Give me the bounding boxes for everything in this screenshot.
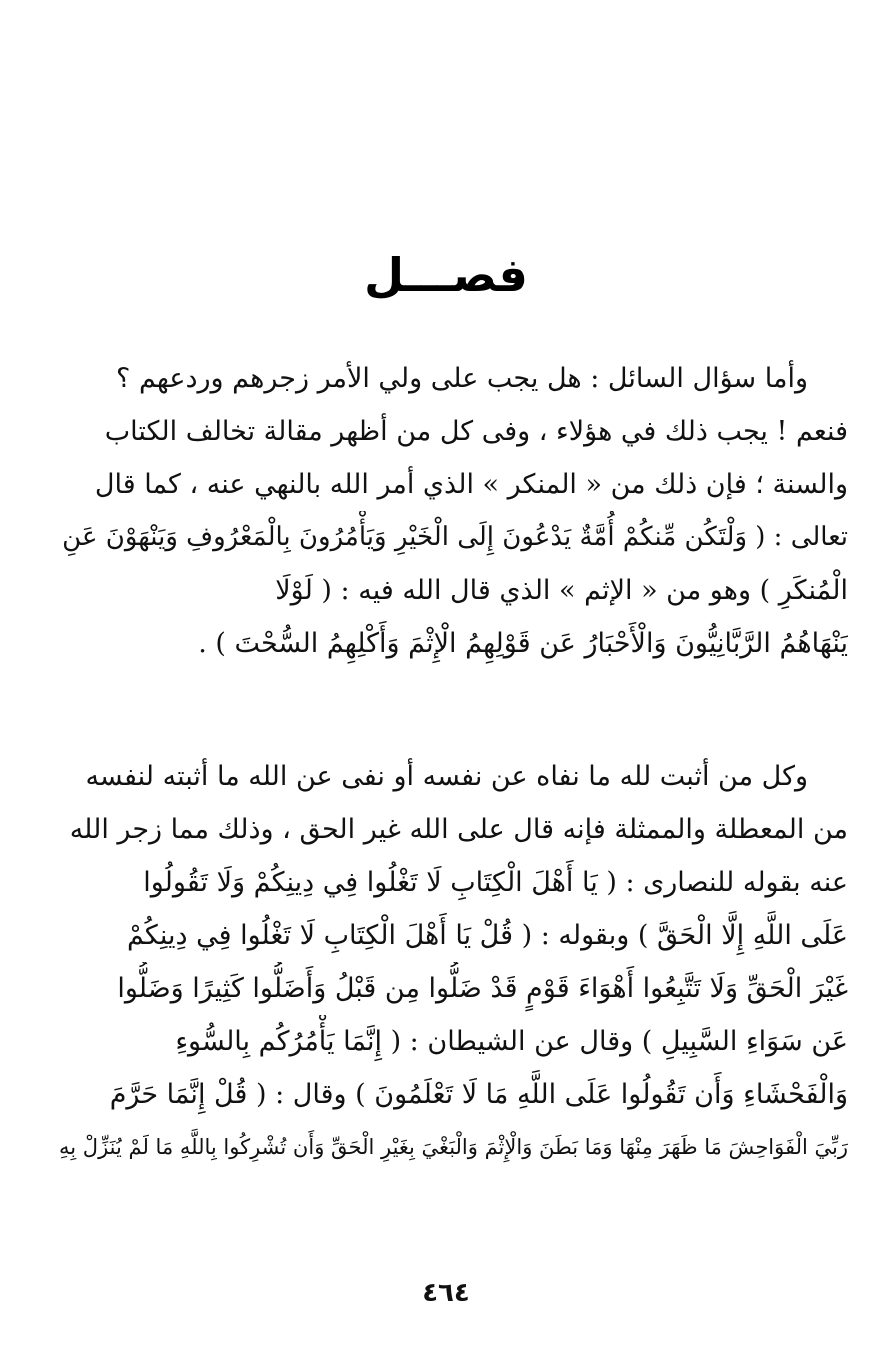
paragraph-line: عَلَى اللَّهِ إِلَّا الْحَقَّ ) وبقوله : ( قُلْ يَا أَهْلَ الْكِتَابِ لَا تَغْلُوا فِي دِينِكُمْ <box>126 920 848 951</box>
paragraph-line: وكل من أثبت لله ما نفاه عن نفسه أو نفى عن الله ما أثبته لنفسه <box>85 761 808 792</box>
section-heading-text: فصـــل <box>364 248 528 302</box>
paragraph-line: والسنة ؛ فإن ذلك من « المنكر » الذي أمر الله بالنهي عنه ، كما قال <box>94 469 848 500</box>
paragraph-line: غَيْرَ الْحَقِّ وَلَا تَتَّبِعُوا أَهْوَاءَ قَوْمٍ قَدْ ضَلُّوا مِن قَبْلُ وَأَضَلُّوا كَثِيرًا وَضَلُّوا <box>117 973 848 1004</box>
paragraph-line: الْمُنكَرِ ) وهو من « الإثم » الذي قال الله فيه : ( لَوْلَا <box>275 575 848 606</box>
paragraph-line: وأما سؤال السائل : هل يجب على ولي الأمر زجرهم وردعهم ؟ <box>116 363 808 394</box>
paragraph-line: رَبِّيَ الْفَوَاحِشَ مَا ظَهَرَ مِنْهَا وَمَا بَطَنَ وَالْإِثْمَ وَالْبَغْيَ بِغَيْرِ الْحَقِّ وَأَن تُشْرِكُوا بِاللَّهِ مَا لَمْ يُنَزِّلْ بِهِ <box>59 1135 848 1159</box>
section-heading <box>0 248 892 302</box>
paragraph-line: تعالى : ( وَلْتَكُن مِّنكُمْ أُمَّةٌ يَدْعُونَ إِلَى الْخَيْرِ وَيَأْمُرُونَ بِالْمَعْرُوفِ وَيَنْهَوْنَ عَنِ <box>62 522 848 552</box>
paragraph-1 <box>48 352 848 670</box>
paragraph-line: وَالْفَحْشَاءِ وَأَن تَقُولُوا عَلَى اللَّهِ مَا لَا تَعْلَمُونَ ) وقال : ( قُلْ إِنَّمَا حَرَّمَ <box>109 1079 848 1110</box>
paragraph-line: من المعطلة والممثلة فإنه قال على الله غير الحق ، وذلك مما زجر الله <box>69 814 848 845</box>
page-number: ٤٦٤ <box>422 1278 470 1308</box>
paragraph-line: فنعم ! يجب ذلك في هؤلاء ، وفى كل من أظهر مقالة تخالف الكتاب <box>104 416 848 447</box>
paragraph-line: يَنْهَاهُمُ الرَّبَّانِيُّونَ وَالْأَحْبَارُ عَن قَوْلِهِمُ الْإِثْمَ وَأَكْلِهِمُ السُّحْتَ ) . <box>198 628 848 659</box>
paragraph-line: عَن سَوَاءِ السَّبِيلِ ) وقال عن الشيطان : ( إِنَّمَا يَأْمُرُكُم بِالسُّوءِ <box>175 1026 848 1057</box>
paragraph-2 <box>48 750 848 1174</box>
paragraph-line: عنه بقوله للنصارى : ( يَا أَهْلَ الْكِتَابِ لَا تَغْلُوا فِي دِينِكُمْ وَلَا تَقُولُوا <box>143 867 848 898</box>
